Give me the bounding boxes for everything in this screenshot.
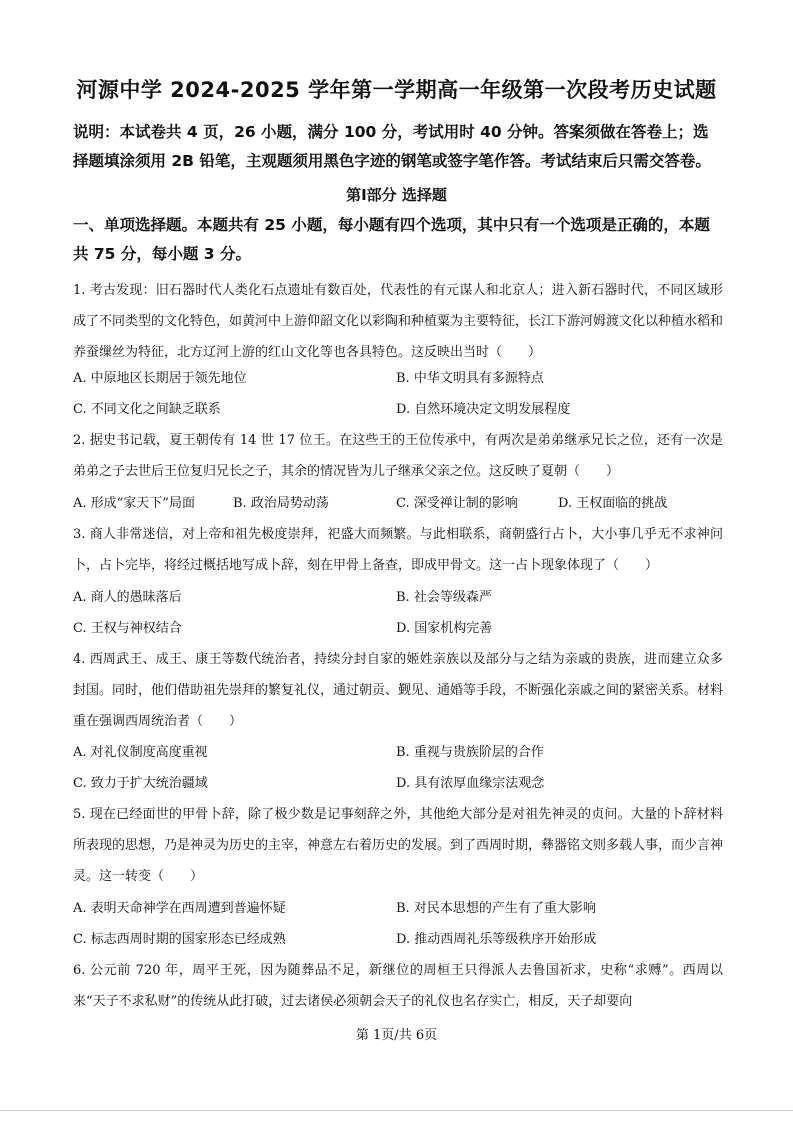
question-3-options — [73, 582, 723, 644]
question-3-stem: 3. 商人非常迷信，对上帝和祖先极度崇拜，祀盛大而频繁。与此相联系，商朝盛行占卜，大小事几乎无不求神问卜，占卜完毕，将经过概括地写成卜辞，刻在甲骨上备查，即成甲骨文。这一占卜现象体现了（ ） — [73, 527, 723, 573]
option-d: D. 自然环境决定文明发展程度 — [396, 402, 571, 417]
section-title: 一、单项选择题。本题共有 25 小题，每小题有四个选项，其中只有一个选项是正确的，本题共 75 分，每小题 3 分。 — [73, 216, 710, 263]
option-a: A. 形成“家天下”局面 — [73, 496, 195, 511]
option-c: C. 不同文化之间缺乏联系 — [73, 402, 221, 417]
question-4-options — [73, 737, 723, 799]
page-footer: 第 1页/共 6页 — [355, 1028, 438, 1043]
instructions: 说明：本试卷共 4 页，26 小题，满分 100 分，考试用时 40 分钟。答案须做在答卷上；选择题填涂须用 2B 铅笔，主观题须用黑色字迹的钢笔或签字笔作答。考试结束后只需交答卷。 — [73, 123, 711, 170]
option-c: C. 标志西周时期的国家形态已经成熟 — [73, 932, 286, 947]
option-a: A. 表明天命神学在西周遭到普遍怀疑 — [73, 901, 286, 916]
option-d: D. 推动西周礼乐等级秩序开始形成 — [396, 932, 597, 947]
question-2-options — [73, 488, 723, 519]
page-title: 河源中学 2024-2025 学年第一学期高一年级第一次段考历史试题 — [76, 78, 717, 102]
option-a: A. 对礼仪制度高度重视 — [73, 745, 208, 760]
option-c: C. 王权与神权结合 — [73, 621, 182, 636]
option-c: C. 致力于扩大统治疆域 — [73, 776, 208, 791]
question-6-stem: 6. 公元前 720 年，周平王死，因为随葬品不足，新继位的周桓王只得派人去鲁国祈求，史称“求赙”。西周以来“天子不求私财”的传统从此打破，过去诸侯必须朝会天子的礼仪也名存实亡，相反，天子却要向 — [73, 963, 723, 1009]
question-2-stem: 2. 据史书记载，夏王朝传有 14 世 17 位王。在这些王的王位传承中，有两次是弟弟继承兄长之位，还有一次是弟弟之子去世后王位复归兄长之子，其余的情况皆为儿子继承父亲之位。这反映了夏朝（ ） — [73, 433, 723, 479]
option-a: A. 中原地区长期居于领先地位 — [73, 371, 247, 386]
option-b: B. 中华文明具有多源特点 — [396, 371, 544, 386]
question-5-stem: 5. 现在已经面世的甲骨卜辞，除了极少数是记事刻辞之外，其他绝大部分是对祖先神灵的贞问。大量的卜辞材料所表现的思想，乃是神灵为历史的主宰，神意左右着历史的发展。到了西周时期，彝器铭文则多载人事，而少言神灵。这一转变（ ） — [73, 807, 724, 884]
option-c: C. 深受禅让制的影响 — [396, 496, 518, 511]
option-b: B. 对民本思想的产生有了重大影响 — [396, 901, 596, 916]
option-a: A. 商人的愚昧落后 — [73, 590, 182, 605]
page-divider — [0, 1110, 793, 1111]
option-d: D. 具有浓厚血缘宗法观念 — [396, 776, 545, 791]
question-1-options — [73, 363, 723, 425]
question-5-options — [73, 893, 723, 955]
question-1-stem: 1. 考古发现：旧石器时代人类化石点遗址有数百处，代表性的有元谋人和北京人；进入新石器时代，不同区域形成了不同类型的文化特色，如黄河中上游仰韶文化以彩陶和种植粟为主要特征，长江下游河姆渡文化以种植水稻和养蚕缫丝为特征，北方辽河上游的红山文化等也各具特色。这反映出当时（ ） — [73, 283, 724, 360]
option-b: B. 政治局势动荡 — [233, 496, 329, 511]
question-4-stem: 4. 西周武王、成王、康王等数代统治者，持续分封自家的姬姓亲族以及部分与之结为亲戚的贵族，进而建立众多封国。同时，他们借助祖先崇拜的繁复礼仪，通过朝贡、觐见、通婚等手段，不断强化亲戚之间的紧密关系。材料重在强调西周统治者（ ） — [73, 652, 724, 729]
part-title: 第Ⅰ部分 选择题 — [346, 186, 447, 204]
option-b: B. 重视与贵族阶层的合作 — [396, 745, 544, 760]
option-b: B. 社会等级森严 — [396, 590, 492, 605]
option-d: D. 国家机构完善 — [396, 621, 493, 636]
option-d: D. 王权面临的挑战 — [558, 496, 668, 511]
